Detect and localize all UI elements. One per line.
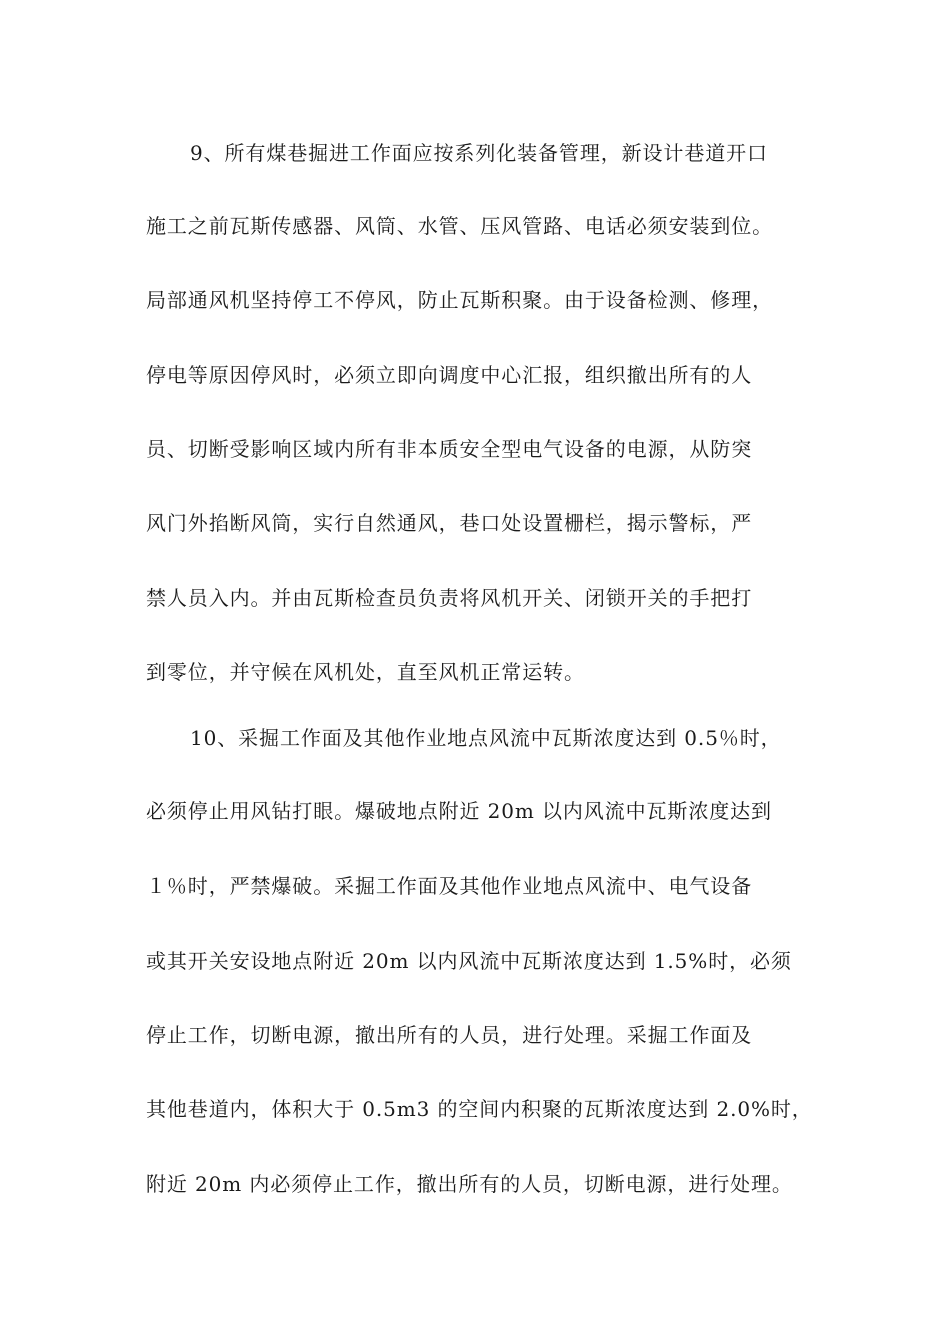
paragraph-10-line-4: 或其开关安设地点附近 20m 以内风流中瓦斯浓度达到 1.5%时，必须 <box>146 949 792 973</box>
paragraph-9-line-6: 风门外掐断风筒，实行自然通风，巷口处设置栅栏，揭示警标，严 <box>146 511 753 535</box>
paragraph-10-line-6: 其他巷道内，体积大于 0.5m3 的空间内积聚的瓦斯浓度达到 2.0%时， <box>146 1097 813 1121</box>
paragraph-9-line-2: 施工之前瓦斯传感器、风筒、水管、压风管路、电话必须安装到位。 <box>146 214 773 238</box>
paragraph-10-line-5: 停止工作，切断电源，撤出所有的人员，进行处理。采掘工作面及 <box>146 1023 753 1047</box>
paragraph-10-line-2: 必须停止用风钻打眼。爆破地点附近 20m 以内风流中瓦斯浓度达到 <box>146 799 772 823</box>
paragraph-9-line-4: 停电等原因停风时，必须立即向调度中心汇报，组织撤出所有的人 <box>146 363 753 387</box>
paragraph-10-line-3: １％时，严禁爆破。采掘工作面及其他作业地点风流中、电气设备 <box>146 874 753 898</box>
paragraph-9-line-7: 禁人员入内。并由瓦斯检查员负责将风机开关、闭锁开关的手把打 <box>146 586 753 610</box>
paragraph-10-line-7: 附近 20m 内必须停止工作，撤出所有的人员，切断电源，进行处理。 <box>146 1172 793 1196</box>
paragraph-9-line-1: 9、所有煤巷掘进工作面应按系列化装备管理，新设计巷道开口 <box>190 141 768 165</box>
paragraph-10-line-1: 10、采掘工作面及其他作业地点风流中瓦斯浓度达到 0.5％时， <box>190 726 782 750</box>
paragraph-9-line-5: 员、切断受影响区域内所有非本质安全型电气设备的电源，从防突 <box>146 437 753 461</box>
paragraph-9-line-3: 局部通风机坚持停工不停风，防止瓦斯积聚。由于设备检测、修理， <box>146 288 773 312</box>
paragraph-9-line-8: 到零位，并守候在风机处，直至风机正常运转。 <box>146 660 585 684</box>
